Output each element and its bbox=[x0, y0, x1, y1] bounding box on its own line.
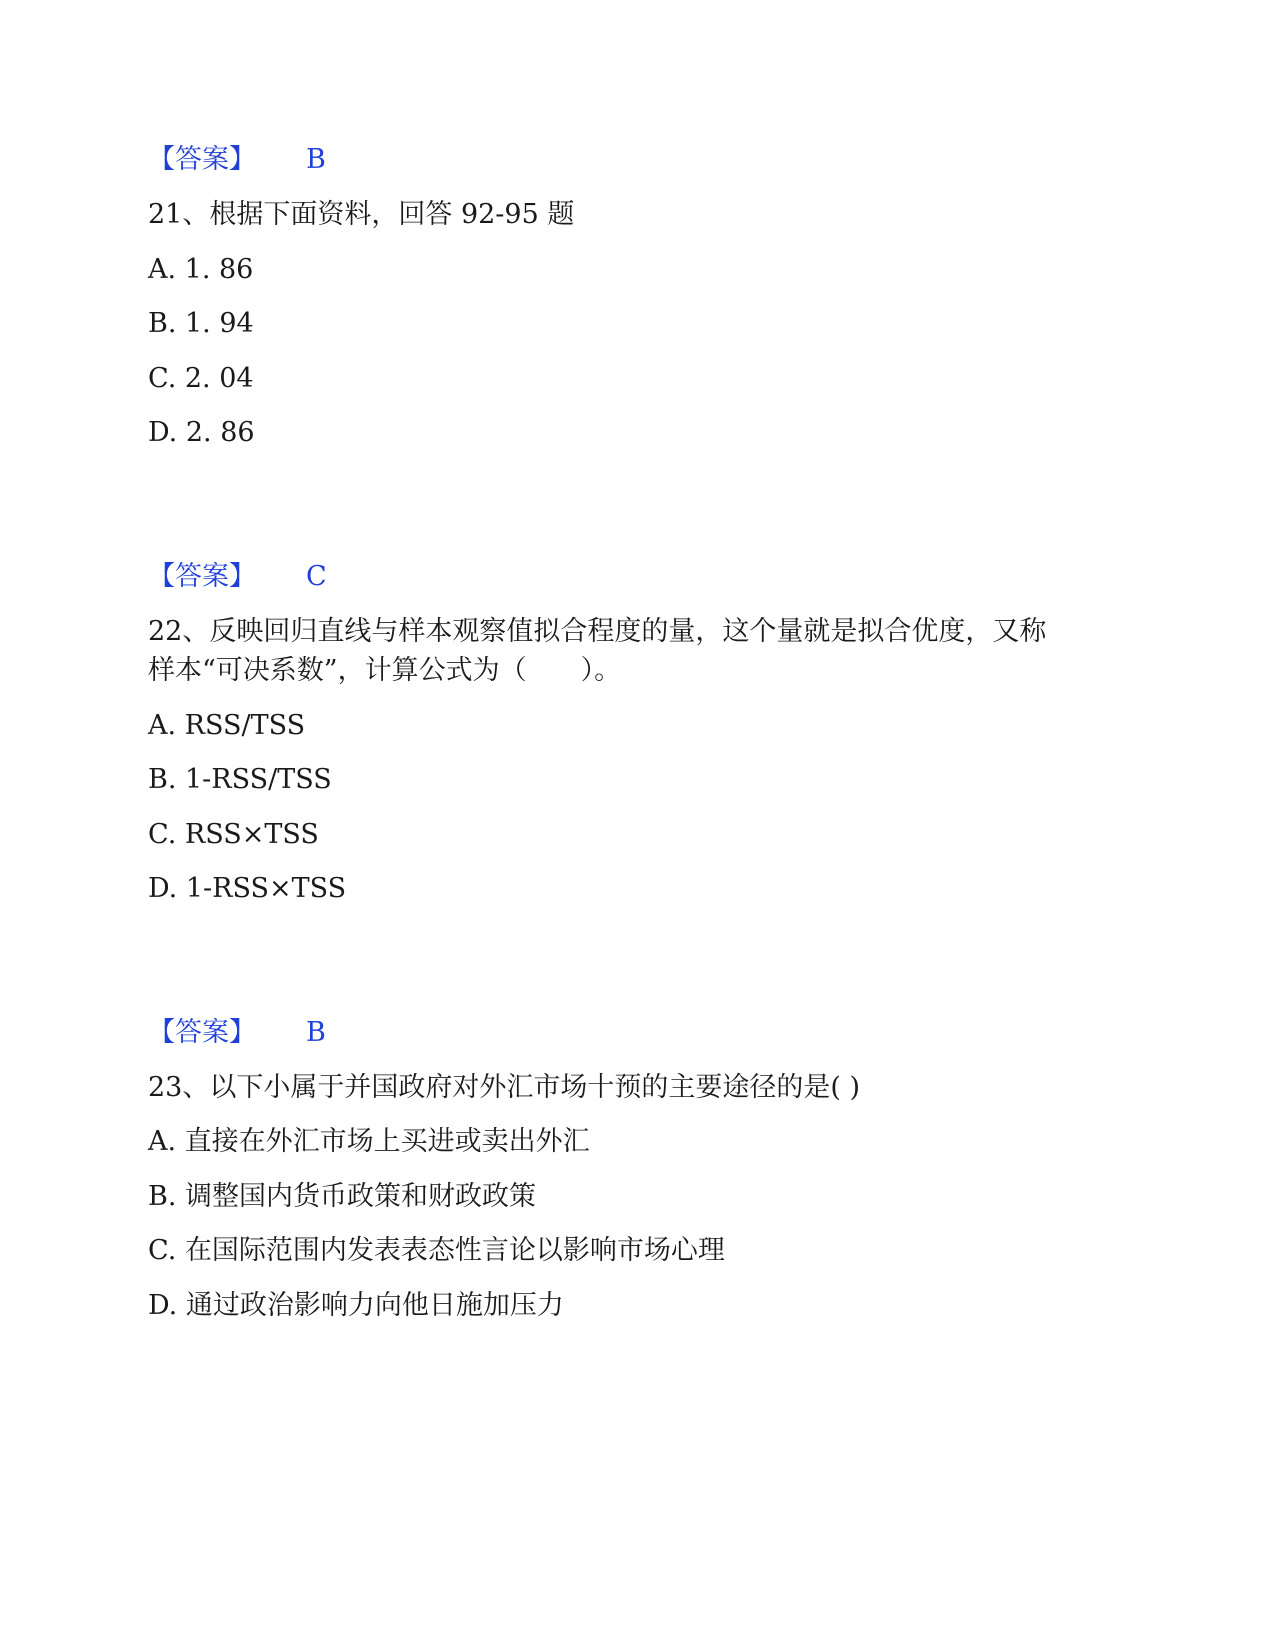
answer-value: C bbox=[306, 561, 327, 592]
question-23-option-b: B. 调整国内货币政策和财政政策 bbox=[148, 1181, 537, 1212]
question-21: 21、根据下面资料，回答 92-95 题 bbox=[148, 199, 575, 230]
question-21-option-b: B. 1. 94 bbox=[148, 308, 254, 339]
answer-value: B bbox=[306, 1017, 326, 1048]
answer-label: 【答案】 bbox=[148, 144, 256, 175]
question-21-option-a: A. 1. 86 bbox=[148, 254, 254, 285]
question-23-option-c: C. 在国际范围内发表表态性言论以影响市场心理 bbox=[148, 1235, 725, 1266]
answer-line-21 bbox=[148, 557, 1128, 597]
answer-label: 【答案】 bbox=[148, 1017, 256, 1048]
question-23: 23、以下小属于并国政府对外汇市场十预的主要途径的是( ) bbox=[148, 1072, 861, 1103]
question-21-option-c: C. 2. 04 bbox=[148, 363, 254, 394]
answer-value: B bbox=[306, 144, 326, 175]
question-22-option-c: C. RSS×TSS bbox=[148, 819, 319, 850]
question-22-option-a: A. RSS/TSS bbox=[148, 710, 306, 741]
answer-label: 【答案】 bbox=[148, 561, 256, 592]
question-22-option-d: D. 1-RSS×TSS bbox=[148, 873, 347, 904]
question-22-line-2: 样本“可决系数”，计算公式为（ ）。 bbox=[148, 655, 622, 686]
question-23-option-a: A. 直接在外汇市场上买进或卖出外汇 bbox=[148, 1126, 590, 1157]
answer-line-22 bbox=[148, 1013, 1128, 1053]
question-22-option-b: B. 1-RSS/TSS bbox=[148, 764, 332, 795]
question-21-option-d: D. 2. 86 bbox=[148, 417, 255, 448]
question-22-line-1: 22、反映回归直线与样本观察值拟合程度的量，这个量就是拟合优度，又称 bbox=[148, 616, 1047, 647]
answer-line-20 bbox=[148, 140, 1128, 180]
question-23-option-d: D. 通过政治影响力向他日施加压力 bbox=[148, 1290, 564, 1321]
